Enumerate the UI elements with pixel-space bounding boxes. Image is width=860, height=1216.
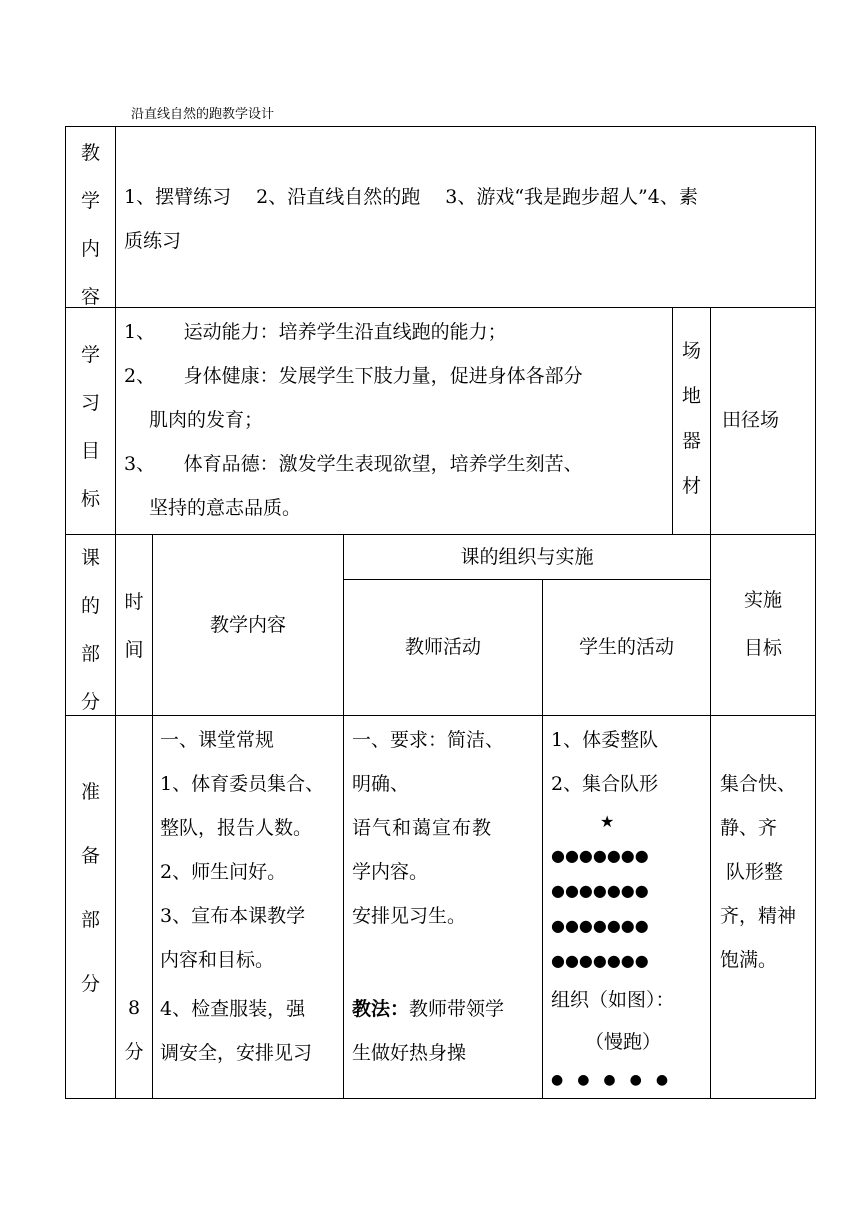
teaching-method-label: 教法： <box>352 998 410 1020</box>
goals-row-label: 学 习 目 标 <box>80 344 100 510</box>
goal-item-3-cont: 坚持的意志品质。 <box>149 497 302 519</box>
goal-item-2: 2、 身体健康：发展学生下肢力量，促进身体各部分 <box>124 365 583 387</box>
header-organization: 课的组织与实施 <box>460 546 594 568</box>
table-divider <box>65 307 816 308</box>
header-part: 课 的 部 分 <box>80 547 100 713</box>
formation-row: ●●●●●●● <box>551 846 649 865</box>
venue-label: 场 地 器 材 <box>681 340 701 497</box>
list-item: 集合快、 <box>720 773 797 795</box>
list-item: 2、集合队形 <box>551 773 659 795</box>
table-border-top <box>65 126 816 127</box>
content-line-2: 质练习 <box>124 230 182 252</box>
list-item: 明确、 <box>352 773 410 795</box>
teacher-star-icon: ★ <box>600 812 615 831</box>
header-time: 时 间 <box>124 591 144 661</box>
list-item: 调安全，安排见习 <box>160 1042 313 1064</box>
venue-value: 田径场 <box>722 409 780 431</box>
header-content: 教学内容 <box>209 614 286 636</box>
goal-item-3: 3、 体育品德：激发学生表现欲望，培养学生刻苦、 <box>124 453 583 475</box>
formation-row: ●●●●●●● <box>551 916 649 935</box>
list-item: 1、体委整队 <box>551 729 659 751</box>
list-item: 2、师生问好。 <box>160 861 287 883</box>
list-item: 队形整 <box>720 861 784 883</box>
list-item: 饱满。 <box>720 949 778 971</box>
list-item: 齐，精神 <box>720 905 797 927</box>
table-border-right <box>815 126 816 1099</box>
formation-row: ● ● ● ● ● <box>551 1072 669 1088</box>
table-border-bottom <box>65 1098 816 1099</box>
prep-time: 8 分 <box>124 997 144 1063</box>
table-divider <box>343 534 344 1099</box>
prep-part-label: 准 备 部 分 <box>80 781 100 995</box>
list-item: 一、要求：简洁、 <box>352 729 505 751</box>
list-item: 4、检查服装，强 <box>160 998 306 1020</box>
list-item: 内容和目标。 <box>160 949 275 971</box>
header-goal: 实施 目标 <box>743 589 782 659</box>
header-teacher: 教师活动 <box>404 636 481 658</box>
goal-item-2-cont: 肌肉的发育； <box>149 409 264 431</box>
content-row-label: 教 学 内 容 <box>80 142 100 308</box>
list-item: 生做好热身操 <box>352 1042 467 1064</box>
content-line-1: 1、摆臂练习 2、沿直线自然的跑 3、游戏“我是跑步超人”4、素 <box>124 186 698 208</box>
table-divider <box>343 579 710 580</box>
teaching-method-text: 教师带领学 <box>409 998 505 1020</box>
goal-item-1: 1、 运动能力：培养学生沿直线跑的能力； <box>124 321 507 343</box>
org-label: 组织（如图）： <box>551 989 675 1011</box>
list-item: 1、体育委员集合、 <box>160 773 325 795</box>
document-title: 沿直线自然的跑教学设计 <box>131 107 275 122</box>
list-item: 3、宣布本课教学 <box>160 905 306 927</box>
table-divider <box>65 715 816 716</box>
list-item: 整队，报告人数。 <box>160 817 313 839</box>
org-sub: （慢跑） <box>585 1031 662 1053</box>
header-student: 学生的活动 <box>578 636 674 658</box>
teaching-method <box>352 987 504 1031</box>
list-item: 安排见习生。 <box>352 905 467 927</box>
list-item: 静、齐 <box>720 817 778 839</box>
table-divider <box>710 307 711 535</box>
formation-row: ●●●●●●● <box>551 881 649 900</box>
list-item: 学内容。 <box>352 861 429 883</box>
list-item: 一、课堂常规 <box>160 729 275 751</box>
list-item: 语气和蔼宣布教 <box>352 817 493 839</box>
formation-row: ●●●●●●● <box>551 951 649 970</box>
